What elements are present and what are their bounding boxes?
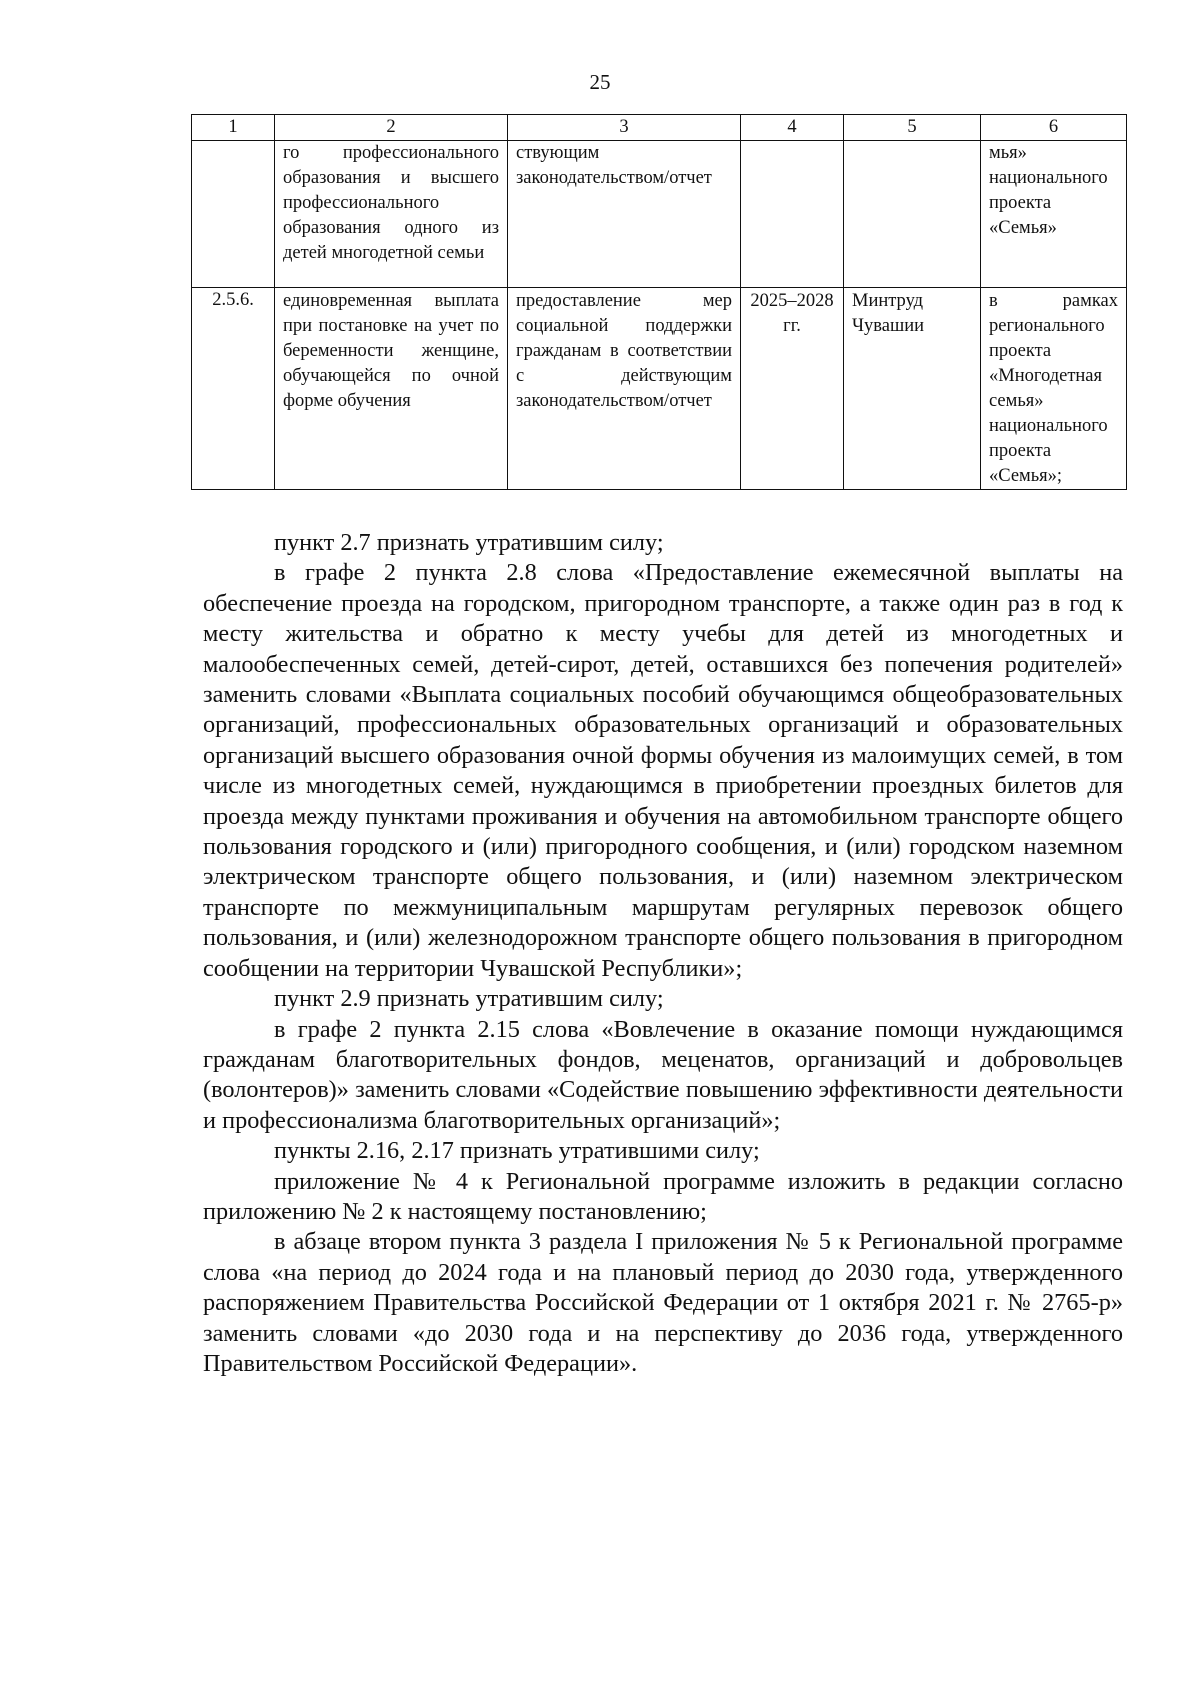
row-number-cell bbox=[192, 141, 275, 288]
term-cell: 2025–2028 гг. bbox=[741, 288, 844, 490]
table-row bbox=[192, 141, 1127, 288]
paragraph: пункт 2.9 признать утратившим силу; bbox=[274, 985, 664, 1013]
paragraph: в графе 2 пункта 2.15 слова «Вовлечение в оказание помощи нуждающимся гражданам благотворительных фондов, меценатов, организаций и добровольцев (волонтеров)» заменить словами «Содействие повышению эффективности деятельности и профессионализма благотворительных организаций»; bbox=[203, 1015, 1123, 1134]
program-table bbox=[191, 114, 1127, 490]
column-header: 6 bbox=[981, 115, 1127, 141]
page-number: 25 bbox=[589, 70, 611, 94]
row-number-cell: 2.5.6. bbox=[192, 288, 275, 490]
note-cell: в рамках регионального проекта «Многодетная семья» национального проекта «Семья»; bbox=[981, 288, 1127, 490]
column-header: 3 bbox=[508, 115, 741, 141]
mechanism-cell: предоставление мер социальной поддержки гражданам в соответствии с действующим законодательством/отчет bbox=[508, 288, 741, 490]
term-cell bbox=[741, 141, 844, 288]
paragraph: приложение № 4 к Региональной программе изложить в редакции согласно приложению № 2 к настоящему постановлению; bbox=[203, 1167, 1123, 1225]
mechanism-cell: ствующим законодательством/отчет bbox=[508, 141, 741, 288]
table-row bbox=[192, 288, 1127, 490]
table-header-row bbox=[192, 115, 1127, 141]
paragraph: пункт 2.7 признать утратившим силу; bbox=[274, 529, 664, 556]
column-header: 2 bbox=[275, 115, 508, 141]
column-header: 4 bbox=[741, 115, 844, 141]
paragraph: в абзаце втором пункта 3 раздела I приложения № 5 к Региональной программе слова «на период до 2024 года и на плановый период до 2030 года, утвержденного распоряжением Правительства Российской Федерации от 1 октября 2021 г. № 2765-р» заменить словами «до 2030 года и на перспективу до 2036 года, утвержденного Правительством Российской Федерации». bbox=[203, 1228, 1123, 1377]
note-cell: мья» национального проекта «Семья» bbox=[981, 141, 1127, 288]
executor-cell: Минтруд Чувашии bbox=[844, 288, 981, 490]
paragraph: в графе 2 пункта 2.8 слова «Предоставление ежемесячной выплаты на обеспечение проезда на городском, пригородном транспорте, а также один раз в год к месту жительства и обратно к месту учебы для детей из многодетных и малообеспеченных семей, детей-сирот, детей, оставшихся без попечения родителей» заменить словами «Выплата социальных пособий обучающимся общеобразовательных организаций, профессиональных образовательных организаций и образовательных организаций высшего образования очной формы обучения из малоимущих семей, в том числе из многодетных семей, нуждающимся в приобретении проездных билетов для проезда между пунктами проживания и обучения на автомобильном транспорте общего пользования городского и (или) пригородного сообщения, и (или) городском наземном электрическом транспорте общего пользования, и (или) наземном электрическом транспорте по межмуниципальным маршрутам регулярных перевозок общего пользования, и (или) железнодорожном транспорте общего пользования в пригородном сообщении на территории Чувашской Республики»; bbox=[203, 559, 1123, 982]
paragraph: пункты 2.16, 2.17 признать утратившими силу; bbox=[274, 1137, 760, 1165]
column-header: 5 bbox=[844, 115, 981, 141]
measure-name-cell: единовременная выплата при постановке на учет по беременности женщине, обучающейся по очной форме обучения bbox=[275, 288, 508, 490]
document-body bbox=[203, 528, 1123, 1379]
column-header: 1 bbox=[192, 115, 275, 141]
executor-cell bbox=[844, 141, 981, 288]
measure-name-cell: го профессионального образования и высшего профессионального образования одного из детей многодетной семьи bbox=[275, 141, 508, 288]
